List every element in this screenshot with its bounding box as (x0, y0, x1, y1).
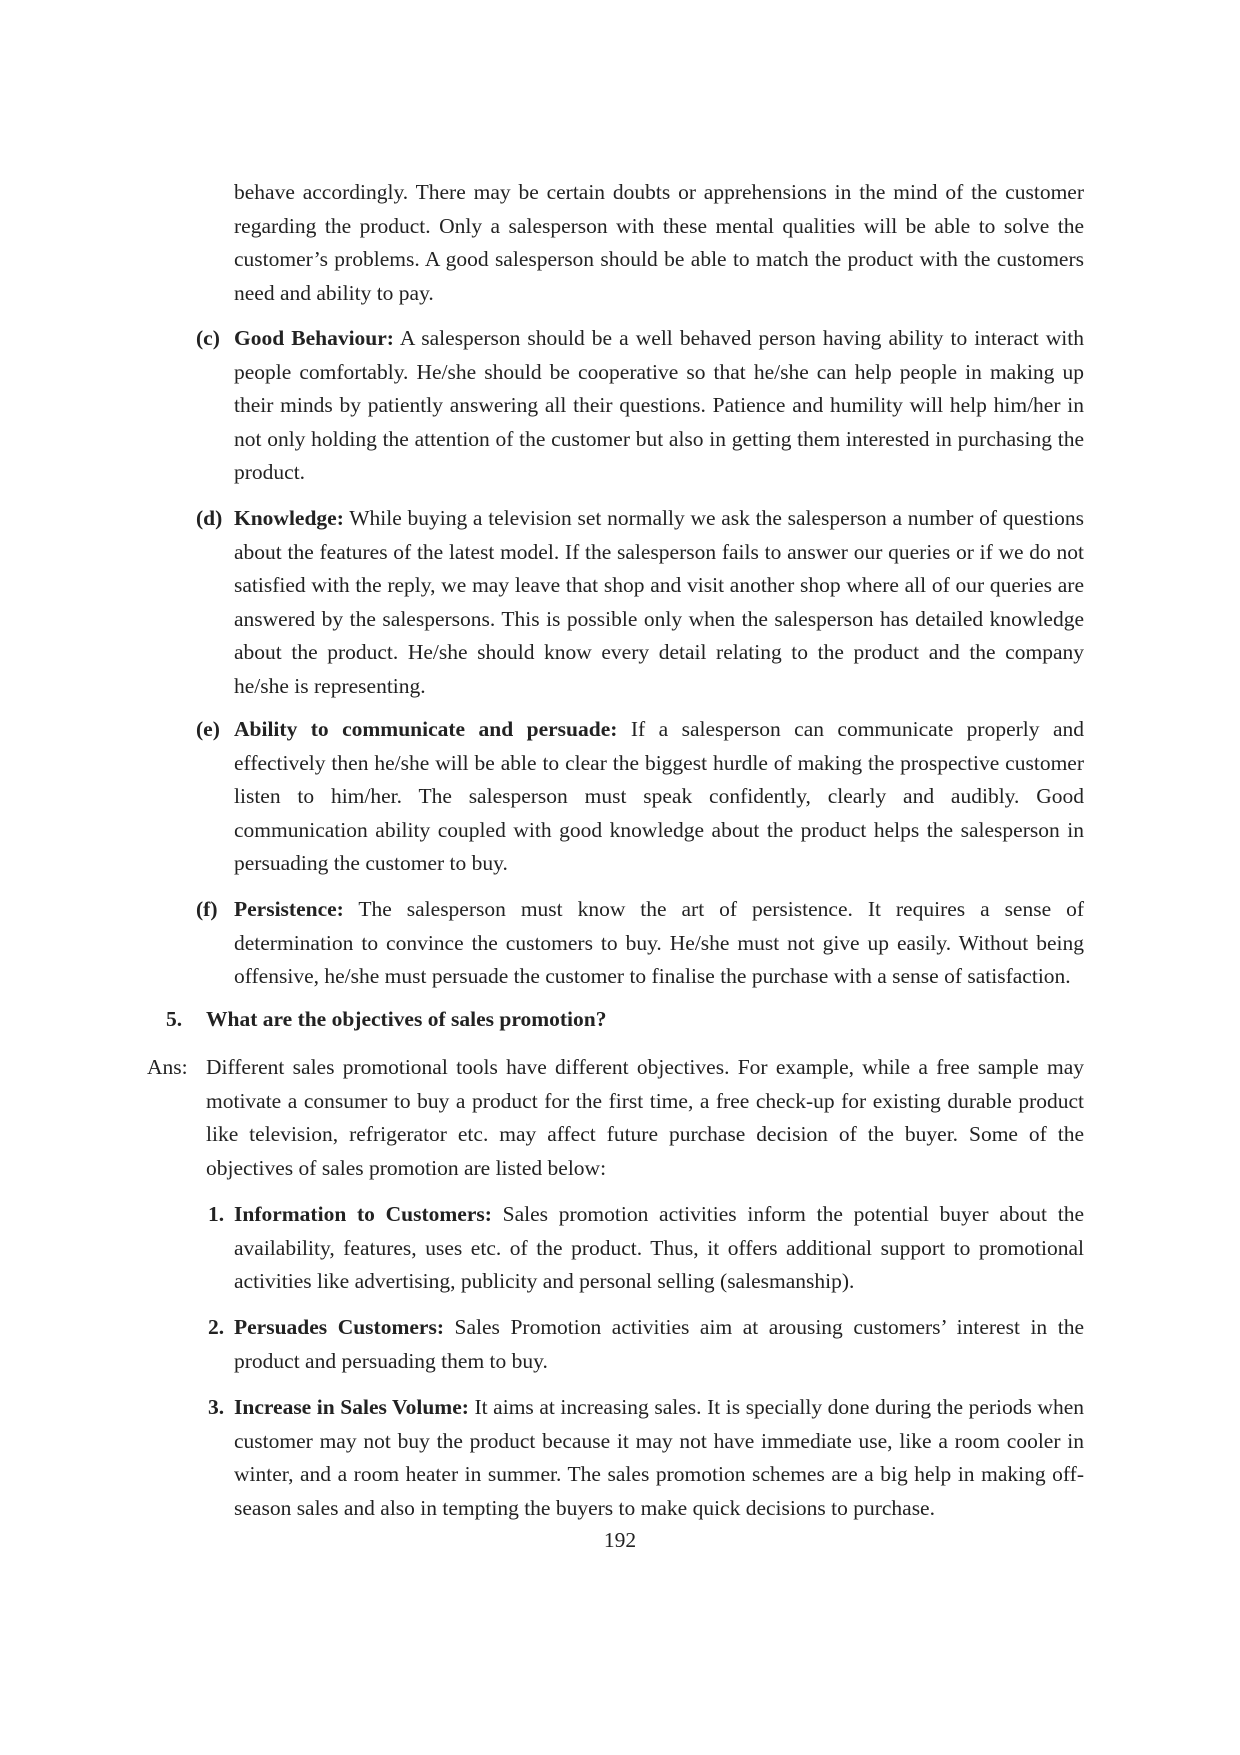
quality-title: Ability to communicate and persuade: (234, 717, 618, 741)
page-number: 192 (603, 1528, 637, 1552)
quality-title: Persistence: (234, 897, 344, 921)
objective-title: Information to Customers: (234, 1202, 492, 1226)
quality-label: (d) (196, 506, 223, 530)
objective-number: 1. (208, 1202, 225, 1226)
objective-title: Persuades Customers: (234, 1315, 444, 1339)
quality-item-f (196, 893, 1084, 994)
question-number: 5. (166, 1007, 183, 1031)
intro-continuation-paragraph: behave accordingly. There may be certain doubts or apprehensions in the mind of the customer regarding the product. Only a salesperson with these mental qualities will be able to solve the customer’s problems. A good salesperson should be able to match the product with the customers need and ability to pay. (234, 180, 1084, 305)
answer-paragraph: Different sales promotional tools have different objectives. For example, while a free sample may motivate a consumer to buy a product for the first time, a free check-up for existing durable product like television, refrigerator etc. may affect future purchase decision of the buyer. Some of the objectives of sales promotion are listed below: (206, 1055, 1084, 1180)
objective-text: It aims at increasing sales. It is specially done during the periods when customer may not buy the product because it may not have immediate use, like a room cooler in winter, and a room heater in summer. The sales promotion schemes are a big help in making off-season sales and also in tempting the buyers to make quick decisions to purchase. (234, 1395, 1084, 1520)
quality-text: If a salesperson can communicate properly and effectively then he/she will be able to clear the biggest hurdle of making the prospective customer listen to him/her. The salesperson must speak confidently, clearly and audibly. Good communication ability coupled with good knowledge about the product helps the salesperson in persuading the customer to buy. (234, 717, 1084, 875)
quality-item-d (196, 502, 1084, 703)
quality-label: (e) (196, 717, 220, 741)
objective-item-3 (196, 1391, 1084, 1525)
quality-title: Knowledge: (234, 506, 344, 530)
objective-item-1 (196, 1198, 1084, 1299)
objective-text: Sales promotion activities inform the potential buyer about the availability, features, uses etc. of the product. Thus, it offers additional support to promotional activities like advertising, publicity and personal selling (salesmanship). (234, 1202, 1084, 1293)
quality-item-c (196, 322, 1084, 490)
quality-label: (f) (196, 897, 218, 921)
answer-label: Ans: (147, 1055, 188, 1079)
objective-text: Sales Promotion activities aim at arousing customers’ interest in the product and persuading them to buy. (234, 1315, 1084, 1373)
objective-number: 3. (208, 1395, 225, 1419)
question-text: What are the objectives of sales promotion? (206, 1007, 607, 1031)
quality-text: The salesperson must know the art of persistence. It requires a sense of determination to convince the customers to buy. He/she must not give up easily. Without being offensive, he/she must persuade the customer to finalise the purchase with a sense of satisfaction. (234, 897, 1084, 988)
objective-item-2 (196, 1311, 1084, 1378)
quality-text: While buying a television set normally we ask the salesperson a number of questions about the features of the latest model. If the salesperson fails to answer our queries or if we do not satisfied with the reply, we may leave that shop and visit another shop where all of our queries are answered by the salespersons. This is possible only when the salesperson has detailed knowledge about the product. He/she should know every detail relating to the product and the company he/she is representing. (234, 506, 1084, 698)
quality-title: Good Behaviour: (234, 326, 394, 350)
quality-label: (c) (196, 326, 220, 350)
question-heading (166, 1003, 607, 1037)
quality-text: A salesperson should be a well behaved person having ability to interact with people comfortably. He/she should be cooperative so that he/she can help people in making up their minds by patiently answering all their questions. Patience and humility will help him/her in not only holding the attention of the customer but also in getting them interested in purchasing the product. (234, 326, 1085, 484)
objective-number: 2. (208, 1315, 225, 1339)
objective-title: Increase in Sales Volume: (234, 1395, 469, 1419)
quality-item-e (196, 713, 1084, 881)
